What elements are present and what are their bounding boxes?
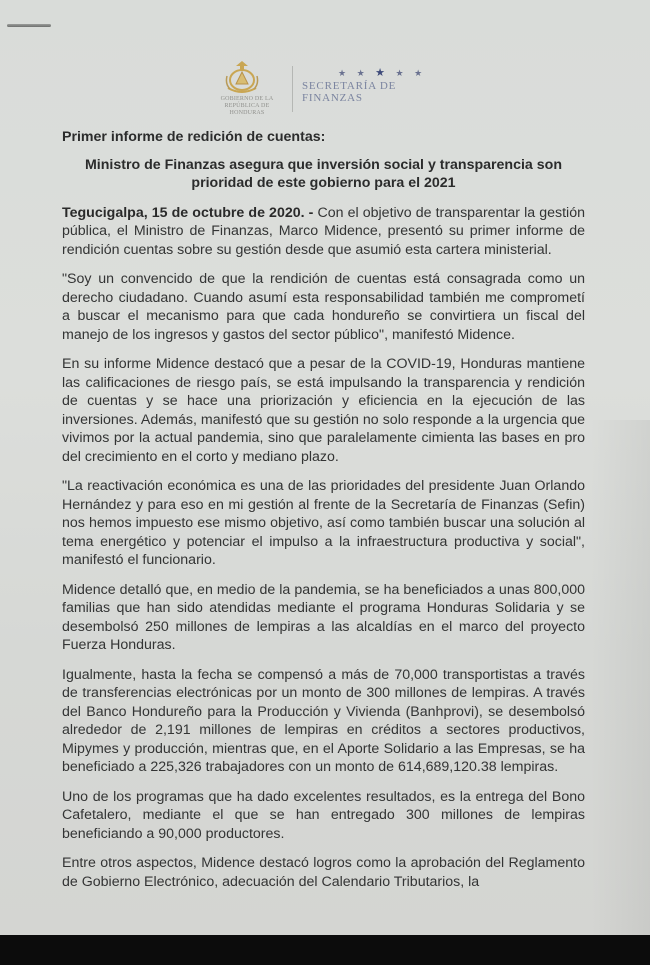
kicker: Primer informe de redición de cuentas: — [62, 129, 326, 145]
paragraph: Igualmente, hasta la fecha se compensó a más de 70,000 transportistas a través de transferencias electrónicas por un monto de 300 millones de lempiras. A través del Banco Hondureño para la Producción y Vivienda (Banhprovi), se desembolsó alrededor de 2,191 millones de lempiras en créditos a sectores productivos, Mipymes y producción, mientras que, en el Aporte Solidario a las Empresas, se ha beneficiado a 225,326 trabajadores con un monto de 614,689,120.38 lempiras. — [62, 666, 585, 775]
paragraph: En su informe Midence destacó que a pesar de la COVID-19, Honduras mantiene las calificaciones de riesgo país, se está impulsando la transparencia y rendición de cuentas y se hace una priorización y eficiencia en la ejecución de las inversiones. Además, manifestó que su gestión no solo responde a la urgencia que vivimos por la actual pandemia, sino que paralelamente cimienta las bases en pro del crecimiento en el corto y mediano plazo. — [62, 356, 585, 465]
dateline: Tegucigalpa, 15 de octubre de 2020. - — [62, 204, 314, 221]
letterhead-divider — [292, 66, 293, 112]
paragraph: "Soy un convencido de que la rendición de cuentas está consagrada como un derecho ciudadano. Cuando asumí esta responsabilidad también me comprometí a buscar el mecanismo para que cada hondureño se convirtiera un fiscal del manejo de los ingresos y gastos del sector público", manifestó Midence. — [62, 271, 585, 343]
government-label-line2: REPÚBLICA DE HONDURAS — [224, 103, 270, 116]
paragraph: Uno de los programas que ha dado excelentes resultados, es la entrega del Bono Cafetalero, mediante el que se han entregado 300 millones de lempiras beneficiando a 90,000 productores. — [62, 788, 585, 842]
paragraph-lead — [62, 204, 585, 260]
stars-icon: ★ ★ ★ ★ ★ — [338, 67, 427, 79]
paragraph: Midence detalló que, en medio de la pandemia, se ha beneficiados a unas 800,000 familias que han sido atendidas mediante el programa Honduras Solidaria y se desembolsó 250 millones de lempiras a las alcaldías en el marco del proyecto Fuerza Honduras. — [62, 581, 585, 653]
honduras-coat-of-arms-icon — [222, 58, 262, 96]
headline: Ministro de Finanzas asegura que inversión social y transparencia son prioridad de este gobierno para el 2021 — [84, 156, 562, 191]
government-label — [210, 96, 284, 117]
paragraph: "La reactivación económica es una de las prioridades del presidente Juan Orlando Hernández y para eso en mi gestión al frente de la Secretaría de Finanzas (Sefin) nos hemos impuesto ese mismo objetivo, así como también buscar una solución al tema energético y potenciar el impulso a la infraestructura productiva y social", manifestó el funcionario. — [62, 478, 585, 568]
letterhead — [210, 58, 460, 118]
staple — [7, 24, 51, 27]
ministry-name: SECRETARÍA DE FINANZAS — [302, 80, 397, 104]
paragraph: Entre otros aspectos, Midence destacó logros como la aprobación del Reglamento de Gobierno Electrónico, adecuación del Calendario Tributarios, la — [62, 855, 585, 890]
lead-text: Con el objetivo de transparentar la gestión pública, el Ministro de Finanzas, Marco Midence, presentó su primer informe de rendición cuentas sobre su gestión desde que asumió esta cartera ministerial. — [62, 204, 585, 258]
press-release-body — [62, 128, 585, 902]
government-label-line1: GOBIERNO DE LA — [220, 96, 274, 102]
